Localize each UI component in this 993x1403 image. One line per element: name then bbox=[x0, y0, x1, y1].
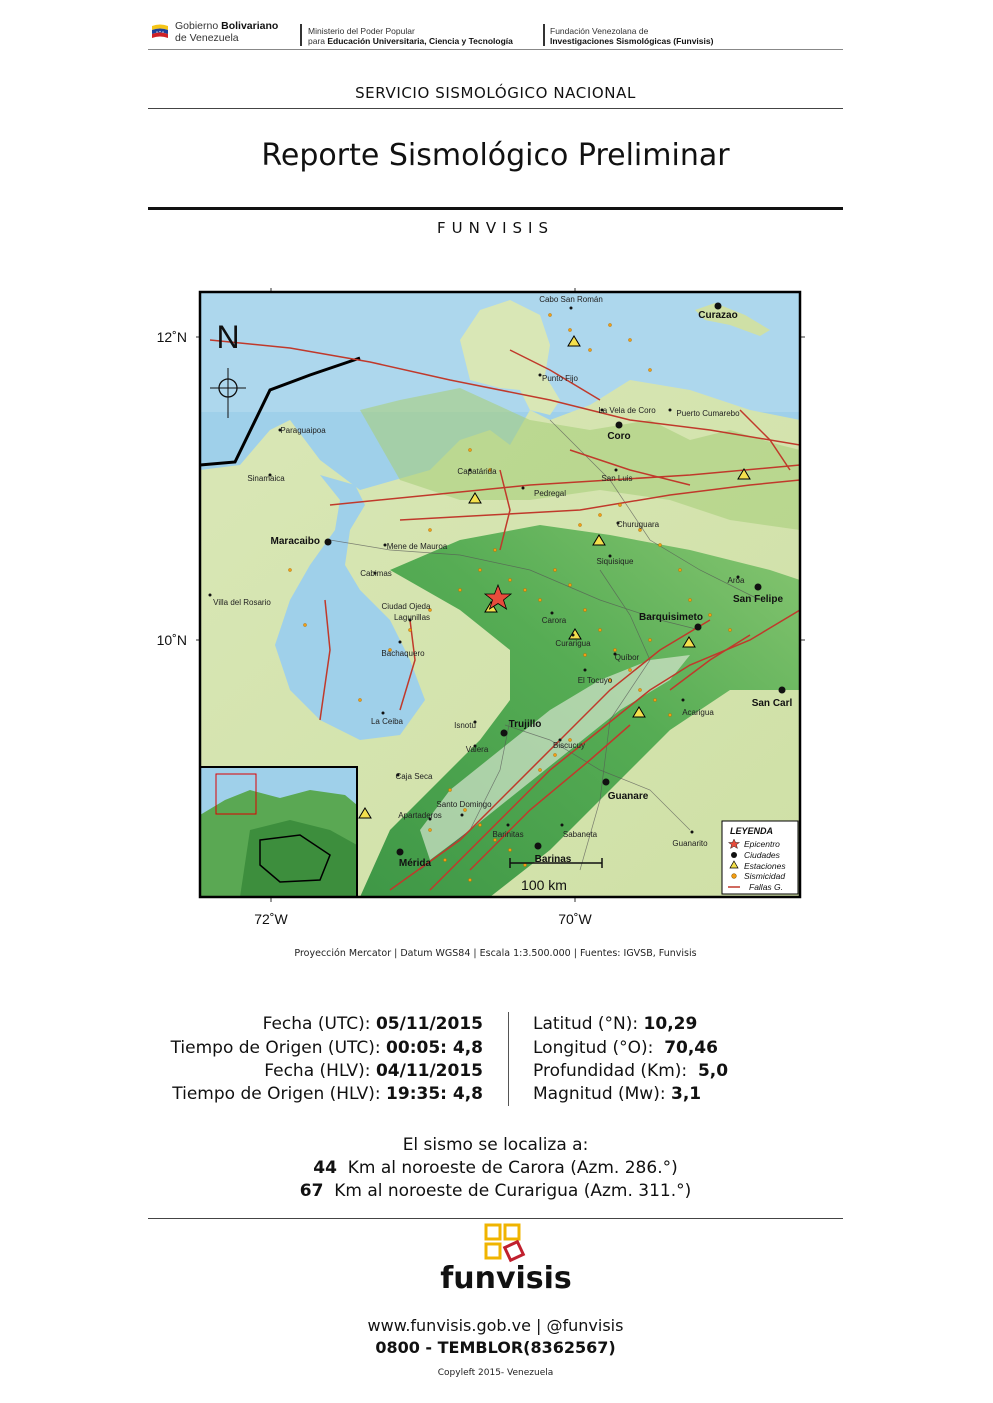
svg-text:Quíbor: Quíbor bbox=[614, 653, 640, 662]
svg-text:Mérida: Mérida bbox=[398, 858, 432, 869]
venezuela-flag-icon bbox=[150, 22, 170, 42]
svg-text:N: N bbox=[216, 319, 240, 355]
lat-label: 10˚N bbox=[156, 632, 187, 648]
funvisis-logo-icon bbox=[436, 1222, 576, 1314]
contact-phone: 0800 - TEMBLOR(8362567) bbox=[375, 1338, 616, 1357]
svg-text:La Vela de Coro: La Vela de Coro bbox=[598, 406, 656, 415]
magnitude: Magnitud (Mw): 3,1 bbox=[533, 1084, 702, 1104]
svg-text:Barquisimeto: Barquisimeto bbox=[639, 612, 703, 623]
copyleft: Copyleft 2015- Venezuela bbox=[437, 1368, 554, 1378]
map-svg bbox=[130, 270, 830, 940]
svg-text:Caja Seca: Caja Seca bbox=[395, 772, 433, 781]
origin-time-hlv: Tiempo de Origen (HLV): 19:35: 4,8 bbox=[172, 1084, 483, 1104]
government-label: Gobierno Bolivariano de Venezuela bbox=[175, 20, 279, 44]
header-divider bbox=[300, 24, 302, 46]
svg-text:Acarigua: Acarigua bbox=[682, 708, 714, 717]
location-ref: 44 Km al noroeste de Carora (Azm. 286.°) bbox=[313, 1158, 678, 1178]
svg-text:Aroa: Aroa bbox=[727, 576, 745, 585]
lon-label: 70˚W bbox=[558, 911, 592, 927]
svg-text:Curazao: Curazao bbox=[698, 310, 738, 321]
svg-text:Guanarito: Guanarito bbox=[672, 839, 708, 848]
svg-text:Guanare: Guanare bbox=[607, 791, 649, 802]
svg-text:Maracaibo: Maracaibo bbox=[270, 536, 320, 547]
svg-text:Bachaquero: Bachaquero bbox=[381, 649, 425, 658]
svg-text:Curarigua: Curarigua bbox=[555, 639, 591, 648]
svg-text:Valera: Valera bbox=[465, 745, 489, 754]
location-ref: 67 Km al noroeste de Curarigua (Azm. 311.°) bbox=[299, 1181, 692, 1201]
svg-text:Apartaderos: Apartaderos bbox=[398, 811, 442, 820]
longitude: Longitud (°O): 70,46 bbox=[533, 1038, 718, 1058]
column-divider bbox=[508, 1012, 509, 1106]
svg-text:100 km: 100 km bbox=[521, 877, 567, 893]
page-title: Reporte Sismológico Preliminar bbox=[261, 138, 730, 173]
svg-text:funvisis: funvisis bbox=[440, 1261, 572, 1296]
svg-text:Biscucuy: Biscucuy bbox=[552, 741, 586, 750]
seismic-map bbox=[130, 270, 830, 940]
date-hlv: Fecha (HLV): 04/11/2015 bbox=[264, 1061, 483, 1081]
svg-text:La Ceiba: La Ceiba bbox=[370, 717, 404, 726]
lat-label: 12˚N bbox=[156, 329, 187, 345]
header-divider bbox=[543, 24, 545, 46]
svg-text:Coro: Coro bbox=[607, 431, 631, 442]
svg-text:San Felipe: San Felipe bbox=[732, 594, 784, 605]
org-name: FUNVISIS bbox=[437, 219, 554, 237]
svg-text:LEYENDA: LEYENDA bbox=[730, 826, 774, 836]
contact-web: www.funvisis.gob.ve | @funvisis bbox=[367, 1316, 624, 1335]
svg-text:Ciudad Ojeda: Ciudad Ojeda bbox=[381, 602, 431, 611]
svg-text:San Luis: San Luis bbox=[601, 474, 633, 483]
svg-text:Sinamaica: Sinamaica bbox=[247, 474, 285, 483]
institutional-header bbox=[148, 14, 843, 50]
svg-text:Sabaneta: Sabaneta bbox=[562, 830, 598, 839]
svg-text:Sismicidad: Sismicidad bbox=[744, 871, 786, 881]
svg-text:Ciudades: Ciudades bbox=[744, 850, 780, 860]
inset-locator-map bbox=[200, 767, 357, 897]
svg-text:Cabo San Román: Cabo San Román bbox=[539, 295, 603, 304]
svg-text:Estaciones: Estaciones bbox=[744, 861, 786, 871]
map-caption: Proyección Mercator | Datum WGS84 | Escala 1:3.500.000 | Fuentes: IGVSB, Funvisis bbox=[294, 948, 697, 959]
svg-text:Lagunillas: Lagunillas bbox=[393, 613, 431, 622]
svg-text:Churuguara: Churuguara bbox=[616, 520, 660, 529]
svg-text:Barinitas: Barinitas bbox=[492, 830, 524, 839]
svg-text:Paraguaipoa: Paraguaipoa bbox=[280, 426, 326, 435]
svg-text:Santo Domingo: Santo Domingo bbox=[436, 800, 492, 809]
svg-text:San Carl: San Carl bbox=[751, 698, 793, 709]
map-legend bbox=[722, 821, 798, 894]
divider-thick bbox=[148, 207, 843, 210]
svg-text:Isnotú: Isnotú bbox=[454, 721, 476, 730]
divider bbox=[148, 108, 843, 109]
divider bbox=[148, 1218, 843, 1219]
location-block bbox=[148, 1134, 843, 1203]
ministry-label: Ministerio del Poder Popular para Educación Universitaria, Ciencia y Tecnología bbox=[308, 26, 513, 46]
svg-text:Pedregal: Pedregal bbox=[533, 489, 567, 498]
svg-text:Trujillo: Trujillo bbox=[508, 719, 542, 730]
origin-time-utc: Tiempo de Origen (UTC): 00:05: 4,8 bbox=[170, 1038, 483, 1058]
svg-text:Fallas G.: Fallas G. bbox=[749, 882, 784, 892]
service-heading: SERVICIO SISMOLÓGICO NACIONAL bbox=[355, 84, 636, 102]
svg-text:Capatárida: Capatárida bbox=[457, 467, 497, 476]
location-intro: El sismo se localiza a: bbox=[402, 1135, 589, 1155]
date-utc: Fecha (UTC): 05/11/2015 bbox=[262, 1014, 483, 1034]
svg-text:Barinas: Barinas bbox=[534, 854, 572, 865]
svg-text:Cabimas: Cabimas bbox=[360, 569, 392, 578]
foundation-label: Fundación Venezolana de Investigaciones Sismológicas (Funvisis) bbox=[550, 26, 714, 46]
svg-text:Puerto Cumarebo: Puerto Cumarebo bbox=[676, 409, 740, 418]
latitude: Latitud (°N): 10,29 bbox=[533, 1014, 698, 1034]
svg-text:Epicentro: Epicentro bbox=[744, 839, 780, 849]
svg-text:Carora: Carora bbox=[541, 616, 567, 625]
svg-text:Punto Fijo: Punto Fijo bbox=[541, 374, 579, 383]
svg-text:Siquisique: Siquisique bbox=[596, 557, 634, 566]
svg-text:Mene de Mauroa: Mene de Mauroa bbox=[386, 542, 448, 551]
svg-text:El Tocuyo: El Tocuyo bbox=[577, 676, 613, 685]
svg-text:Villa del Rosario: Villa del Rosario bbox=[213, 598, 271, 607]
depth: Profundidad (Km): 5,0 bbox=[533, 1061, 729, 1081]
lon-label: 72˚W bbox=[254, 911, 288, 927]
funvisis-logo bbox=[436, 1222, 576, 1314]
